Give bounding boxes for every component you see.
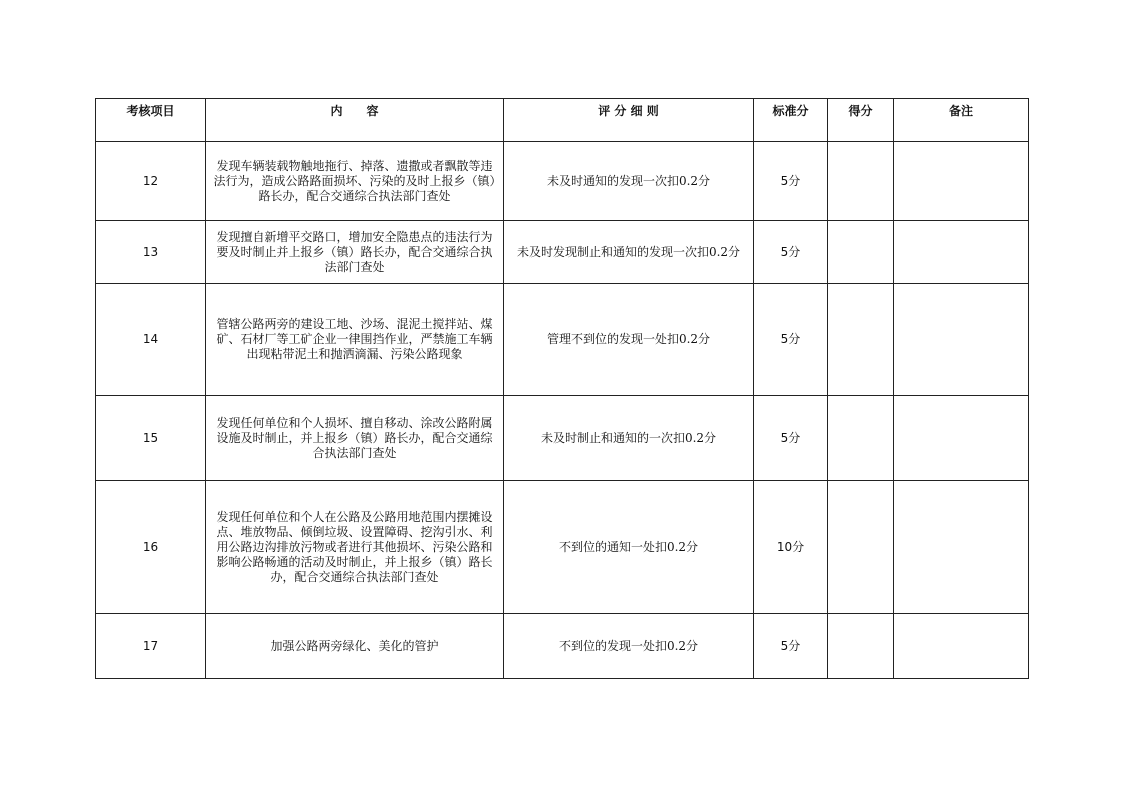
- row-standard: 5分: [754, 396, 828, 481]
- row-remark[interactable]: [894, 481, 1029, 614]
- header-content: 内 容: [206, 99, 504, 142]
- row-content: 加强公路两旁绿化、美化的管护: [206, 614, 504, 679]
- row-content: 发现车辆装载物触地拖行、掉落、遗撒或者飘散等违法行为，造成公路路面损坏、污染的及时上报乡（镇）路长办，配合交通综合执法部门查处: [206, 142, 504, 221]
- row-standard: 10分: [754, 481, 828, 614]
- table-row: [96, 284, 1029, 396]
- row-item: 15: [96, 396, 206, 481]
- row-content: 发现任何单位和个人在公路及公路用地范围内摆摊设点、堆放物品、倾倒垃圾、设置障碍、挖沟引水、利用公路边沟排放污物或者进行其他损坏、污染公路和影响公路畅通的活动及时制止，并上报乡（镇）路长办，配合交通综合执法部门查处: [206, 481, 504, 614]
- row-content: 发现任何单位和个人损坏、擅自移动、涂改公路附属设施及时制止，并上报乡（镇）路长办，配合交通综合执法部门查处: [206, 396, 504, 481]
- row-remark[interactable]: [894, 396, 1029, 481]
- row-item: 16: [96, 481, 206, 614]
- header-standard: 标准分: [754, 99, 828, 142]
- row-remark[interactable]: [894, 284, 1029, 396]
- row-remark[interactable]: [894, 221, 1029, 284]
- row-detail: 未及时制止和通知的一次扣0.2分: [504, 396, 754, 481]
- row-detail: 管理不到位的发现一处扣0.2分: [504, 284, 754, 396]
- table-row: [96, 142, 1029, 221]
- row-content: 发现擅自新增平交路口，增加安全隐患点的违法行为要及时制止并上报乡（镇）路长办，配合交通综合执法部门查处: [206, 221, 504, 284]
- header-detail: 评 分 细 则: [504, 99, 754, 142]
- row-content: 管辖公路两旁的建设工地、沙场、混泥土搅拌站、煤矿、石材厂等工矿企业一律围挡作业，严禁施工车辆出现粘带泥土和抛洒滴漏、污染公路现象: [206, 284, 504, 396]
- row-standard: 5分: [754, 614, 828, 679]
- row-item: 17: [96, 614, 206, 679]
- table-row: [96, 221, 1029, 284]
- table-row: [96, 614, 1029, 679]
- row-score[interactable]: [828, 284, 894, 396]
- row-remark[interactable]: [894, 614, 1029, 679]
- row-score[interactable]: [828, 221, 894, 284]
- row-score[interactable]: [828, 614, 894, 679]
- row-detail: 未及时发现制止和通知的发现一次扣0.2分: [504, 221, 754, 284]
- row-score[interactable]: [828, 481, 894, 614]
- row-standard: 5分: [754, 221, 828, 284]
- table-row: [96, 396, 1029, 481]
- header-score: 得分: [828, 99, 894, 142]
- header-remark: 备注: [894, 99, 1029, 142]
- row-item: 14: [96, 284, 206, 396]
- header-item: 考核项目: [96, 99, 206, 142]
- row-item: 12: [96, 142, 206, 221]
- table-row: [96, 481, 1029, 614]
- row-detail: 不到位的通知一处扣0.2分: [504, 481, 754, 614]
- row-standard: 5分: [754, 284, 828, 396]
- row-remark[interactable]: [894, 142, 1029, 221]
- row-detail: 未及时通知的发现一次扣0.2分: [504, 142, 754, 221]
- assessment-table: [95, 98, 1029, 679]
- row-score[interactable]: [828, 396, 894, 481]
- table-header-row: [96, 99, 1029, 142]
- row-detail: 不到位的发现一处扣0.2分: [504, 614, 754, 679]
- row-score[interactable]: [828, 142, 894, 221]
- row-item: 13: [96, 221, 206, 284]
- row-standard: 5分: [754, 142, 828, 221]
